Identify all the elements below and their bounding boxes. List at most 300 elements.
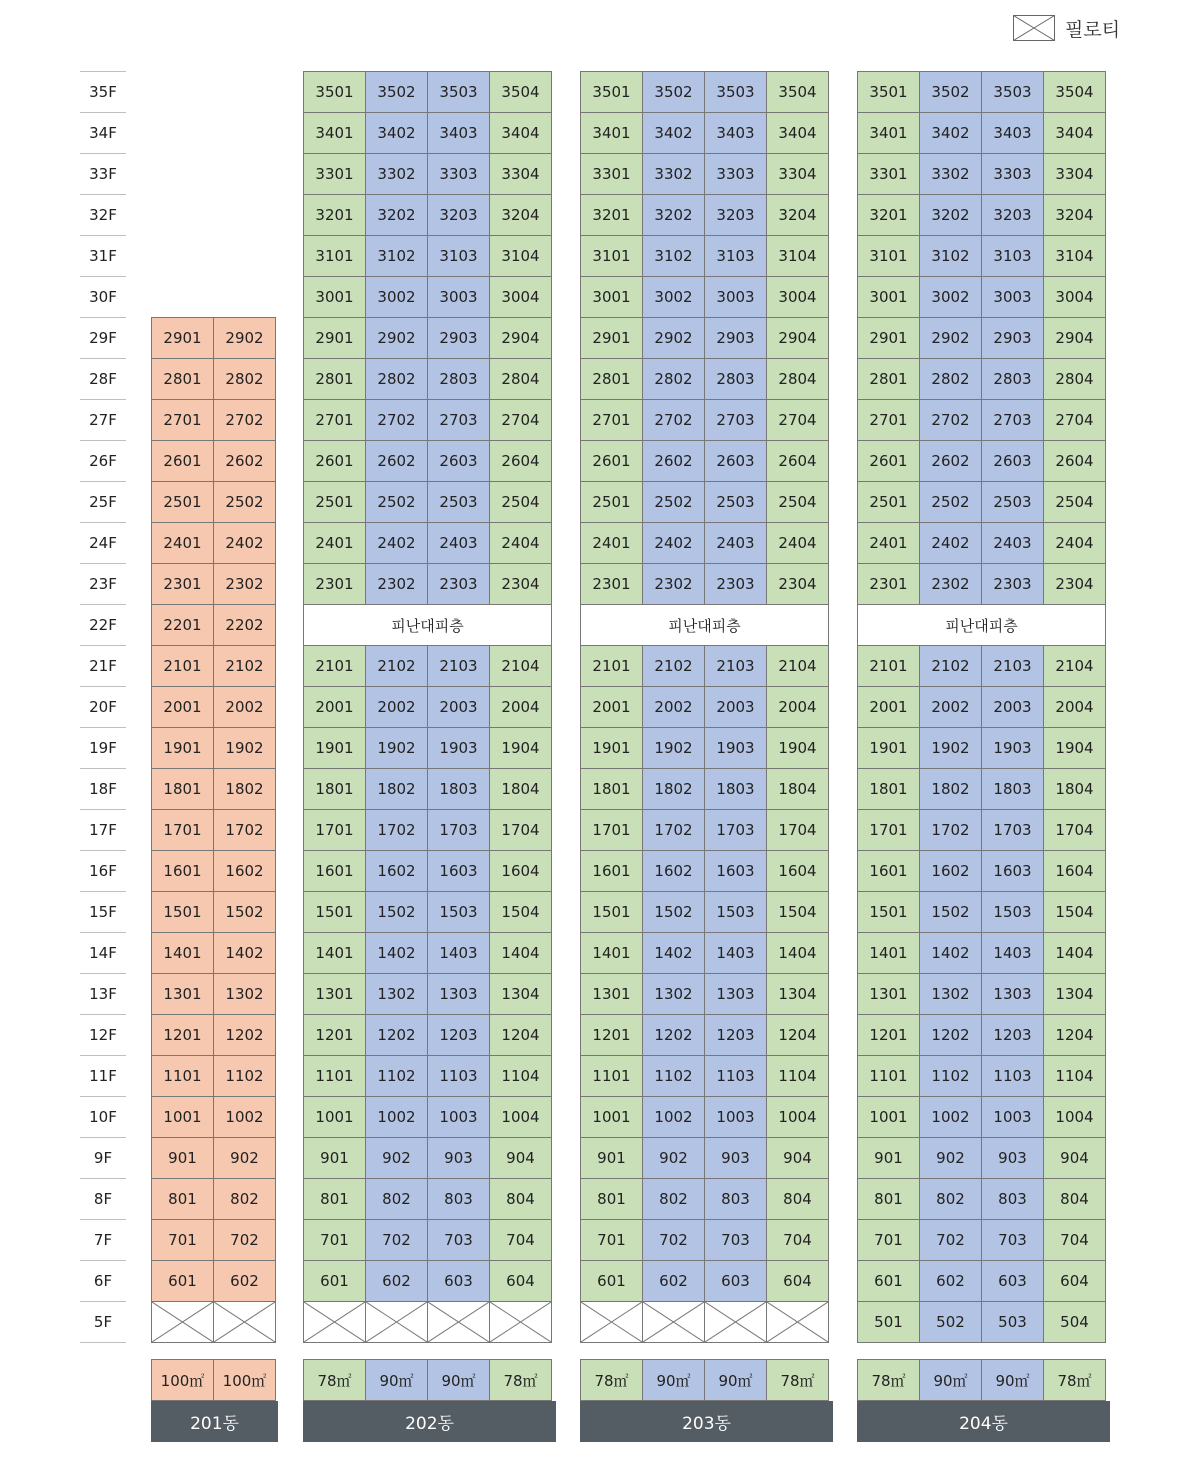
floor-label: 22F [80,604,126,645]
unit-cell: 2402 [366,523,428,564]
unit-cell: 2302 [366,564,428,605]
unit-cell: 1001 [858,1097,920,1138]
unit-cell: 3001 [858,277,920,318]
unit-cell: 3504 [767,72,829,113]
legend-label: 필로티 [1065,18,1121,41]
unit-cell: 2903 [428,318,490,359]
unit-cell: 703 [705,1220,767,1261]
unit-cell: 2602 [214,441,276,482]
unit-cell: 3304 [767,154,829,195]
floor-label: 27F [80,399,126,440]
unit-cell: 1203 [428,1015,490,1056]
unit-cell: 3402 [920,113,982,154]
unit-cell: 1901 [152,728,214,769]
unit-cell: 3202 [920,195,982,236]
floor-axis [80,71,126,1343]
unit-cell: 2102 [643,646,705,687]
unit-cell: 2403 [982,523,1044,564]
unit-cell: 901 [581,1138,643,1179]
floor-label: 5F [80,1301,126,1343]
unit-cell: 3101 [581,236,643,277]
unit-cell: 2803 [428,359,490,400]
unit-cell: 1202 [366,1015,428,1056]
unit-cell: 2603 [982,441,1044,482]
unit-cell: 3503 [982,72,1044,113]
unit-cell: 3002 [366,277,428,318]
unit-cell: 1104 [490,1056,552,1097]
unit-cell: 2103 [982,646,1044,687]
unit-cell: 3002 [643,277,705,318]
unit-cell: 1302 [214,974,276,1015]
unit-cell: 1204 [490,1015,552,1056]
unit-cell: 3102 [643,236,705,277]
unit-cell: 3403 [428,113,490,154]
unit-cell: 2901 [858,318,920,359]
floor-label: 23F [80,563,126,604]
unit-cell: 1404 [767,933,829,974]
unit-cell: 2604 [767,441,829,482]
floor-label: 34F [80,112,126,153]
unit-cell: 1601 [858,851,920,892]
unit-cell: 902 [920,1138,982,1179]
unit-cell: 1501 [858,892,920,933]
unit-cell: 703 [982,1220,1044,1261]
piloti-x-icon [581,1302,643,1343]
unit-cell: 1804 [1044,769,1106,810]
unit-cell: 1404 [490,933,552,974]
area-label: 90㎡ [982,1360,1044,1401]
unit-cell: 1803 [982,769,1044,810]
unit-cell: 903 [705,1138,767,1179]
unit-cell: 2002 [643,687,705,728]
unit-cell: 3501 [304,72,366,113]
unit-cell: 1002 [366,1097,428,1138]
unit-cell: 1403 [982,933,1044,974]
refuge-floor: 피난대피층 [581,605,829,646]
piloti-x-icon [1013,15,1055,41]
unit-cell: 2503 [428,482,490,523]
unit-cell: 2401 [304,523,366,564]
unit-cell: 1004 [767,1097,829,1138]
building-4-stack [857,71,1106,1343]
floor-label: 12F [80,1014,126,1055]
unit-cell: 2702 [643,400,705,441]
unit-cell: 3204 [490,195,552,236]
unit-cell: 3303 [428,154,490,195]
unit-cell: 1402 [643,933,705,974]
unit-cell: 2303 [428,564,490,605]
unit-cell: 2003 [705,687,767,728]
unit-cell: 2704 [1044,400,1106,441]
unit-cell: 1901 [581,728,643,769]
unit-cell: 1302 [366,974,428,1015]
unit-cell: 802 [643,1179,705,1220]
unit-cell: 2501 [581,482,643,523]
unit-cell: 2101 [304,646,366,687]
unit-cell: 1002 [643,1097,705,1138]
unit-cell: 702 [366,1220,428,1261]
unit-cell: 704 [490,1220,552,1261]
unit-cell: 804 [490,1179,552,1220]
unit-cell: 703 [428,1220,490,1261]
unit-cell: 1501 [152,892,214,933]
unit-cell: 2304 [490,564,552,605]
unit-cell: 2903 [705,318,767,359]
unit-cell: 903 [982,1138,1044,1179]
floor-label: 17F [80,809,126,850]
unit-cell: 1001 [581,1097,643,1138]
piloti-x-icon [428,1302,490,1343]
unit-cell: 801 [581,1179,643,1220]
unit-cell: 2601 [152,441,214,482]
unit-cell: 601 [581,1261,643,1302]
unit-cell: 802 [214,1179,276,1220]
unit-cell: 2504 [767,482,829,523]
unit-cell: 2602 [366,441,428,482]
unit-cell: 502 [920,1302,982,1343]
unit-cell: 3304 [1044,154,1106,195]
area-row [151,1359,276,1401]
unit-cell: 3401 [304,113,366,154]
unit-cell: 1202 [643,1015,705,1056]
unit-cell: 3201 [858,195,920,236]
unit-cell: 2803 [705,359,767,400]
unit-cell: 1904 [767,728,829,769]
unit-cell: 1001 [152,1097,214,1138]
floor-label: 15F [80,891,126,932]
floor-label: 31F [80,235,126,276]
building-name-label: 203동 [580,1401,833,1442]
unit-cell: 1703 [428,810,490,851]
unit-cell: 2301 [152,564,214,605]
unit-cell: 1403 [428,933,490,974]
unit-cell: 1102 [366,1056,428,1097]
unit-cell: 2001 [304,687,366,728]
unit-cell: 2603 [705,441,767,482]
unit-cell: 901 [152,1138,214,1179]
unit-cell: 1101 [304,1056,366,1097]
unit-cell: 3402 [643,113,705,154]
unit-cell: 2304 [1044,564,1106,605]
floor-label: 35F [80,71,126,112]
unit-cell: 1901 [304,728,366,769]
unit-cell: 1101 [581,1056,643,1097]
unit-cell: 701 [858,1220,920,1261]
piloti-x-icon [490,1302,552,1343]
unit-cell: 3203 [705,195,767,236]
unit-cell: 1903 [428,728,490,769]
floor-label: 14F [80,932,126,973]
unit-cell: 2202 [214,605,276,646]
area-label: 100㎡ [152,1360,214,1401]
unit-cell: 2103 [428,646,490,687]
floor-label: 28F [80,358,126,399]
unit-cell: 3204 [767,195,829,236]
unit-cell: 2402 [643,523,705,564]
unit-cell: 3004 [767,277,829,318]
unit-cell: 2404 [1044,523,1106,564]
unit-cell: 1204 [767,1015,829,1056]
unit-cell: 2804 [490,359,552,400]
unit-cell: 1702 [920,810,982,851]
unit-cell: 2704 [767,400,829,441]
unit-cell: 1503 [428,892,490,933]
unit-cell: 1904 [1044,728,1106,769]
area-label: 90㎡ [428,1360,490,1401]
piloti-x-icon [705,1302,767,1343]
unit-cell: 1004 [1044,1097,1106,1138]
unit-cell: 2601 [581,441,643,482]
unit-cell: 2901 [152,318,214,359]
unit-cell: 902 [643,1138,705,1179]
unit-cell: 3302 [920,154,982,195]
unit-cell: 1401 [581,933,643,974]
unit-cell: 1604 [767,851,829,892]
unit-cell: 2802 [366,359,428,400]
unit-cell: 3501 [581,72,643,113]
unit-cell: 1704 [1044,810,1106,851]
unit-cell: 2003 [982,687,1044,728]
unit-cell: 1603 [428,851,490,892]
unit-cell: 1701 [304,810,366,851]
area-label: 78㎡ [304,1360,366,1401]
unit-cell: 2401 [858,523,920,564]
unit-cell: 1103 [982,1056,1044,1097]
unit-cell: 2503 [705,482,767,523]
unit-cell: 3004 [490,277,552,318]
unit-cell: 3203 [982,195,1044,236]
unit-cell: 901 [858,1138,920,1179]
unit-cell: 3101 [858,236,920,277]
unit-cell: 601 [152,1261,214,1302]
unit-cell: 2702 [366,400,428,441]
unit-cell: 1801 [858,769,920,810]
unit-cell: 2901 [304,318,366,359]
unit-cell: 902 [366,1138,428,1179]
legend [1013,14,1120,42]
area-label: 78㎡ [767,1360,829,1401]
unit-cell: 2301 [581,564,643,605]
unit-cell: 2801 [152,359,214,400]
unit-cell: 1301 [581,974,643,1015]
building-1-stack [151,317,276,1343]
unit-cell: 2904 [1044,318,1106,359]
unit-cell: 3002 [920,277,982,318]
unit-cell: 603 [428,1261,490,1302]
unit-cell: 2303 [705,564,767,605]
unit-cell: 2004 [767,687,829,728]
piloti-x-icon [767,1302,829,1343]
building-3-stack [580,71,829,1343]
unit-cell: 1301 [858,974,920,1015]
unit-cell: 2603 [428,441,490,482]
unit-cell: 1301 [304,974,366,1015]
unit-cell: 3503 [705,72,767,113]
unit-cell: 1904 [490,728,552,769]
unit-cell: 2004 [490,687,552,728]
unit-cell: 904 [767,1138,829,1179]
unit-cell: 1604 [490,851,552,892]
unit-cell: 3301 [304,154,366,195]
unit-cell: 2102 [366,646,428,687]
unit-cell: 1203 [705,1015,767,1056]
unit-cell: 2401 [581,523,643,564]
unit-cell: 2602 [643,441,705,482]
area-row [580,1359,829,1401]
floor-label: 29F [80,317,126,358]
piloti-x-icon [304,1302,366,1343]
unit-cell: 2002 [366,687,428,728]
unit-cell: 2804 [1044,359,1106,400]
unit-cell: 1701 [581,810,643,851]
unit-cell: 3301 [581,154,643,195]
unit-cell: 3102 [366,236,428,277]
unit-cell: 704 [767,1220,829,1261]
unit-cell: 1201 [581,1015,643,1056]
unit-cell: 1802 [920,769,982,810]
floor-label: 21F [80,645,126,686]
unit-cell: 1003 [982,1097,1044,1138]
floor-label: 8F [80,1178,126,1219]
unit-cell: 1702 [214,810,276,851]
unit-cell: 1402 [214,933,276,974]
unit-cell: 1201 [304,1015,366,1056]
area-label: 78㎡ [490,1360,552,1401]
piloti-x-icon [366,1302,428,1343]
unit-cell: 2601 [858,441,920,482]
unit-cell: 3403 [982,113,1044,154]
unit-cell: 3001 [581,277,643,318]
unit-cell: 1601 [304,851,366,892]
unit-cell: 1101 [858,1056,920,1097]
unit-cell: 1003 [705,1097,767,1138]
unit-cell: 701 [581,1220,643,1261]
unit-cell: 1702 [643,810,705,851]
unit-cell: 1304 [767,974,829,1015]
unit-cell: 1101 [152,1056,214,1097]
unit-cell: 2604 [490,441,552,482]
unit-cell: 1303 [705,974,767,1015]
unit-cell: 1901 [858,728,920,769]
unit-cell: 802 [366,1179,428,1220]
unit-cell: 2803 [982,359,1044,400]
unit-cell: 1701 [858,810,920,851]
unit-cell: 801 [304,1179,366,1220]
unit-cell: 3101 [304,236,366,277]
unit-cell: 1501 [581,892,643,933]
unit-cell: 1802 [643,769,705,810]
unit-cell: 1603 [705,851,767,892]
unit-cell: 1801 [152,769,214,810]
unit-cell: 3104 [1044,236,1106,277]
unit-cell: 3502 [643,72,705,113]
unit-cell: 1703 [705,810,767,851]
unit-cell: 701 [304,1220,366,1261]
unit-cell: 501 [858,1302,920,1343]
unit-cell: 1902 [214,728,276,769]
unit-cell: 2902 [214,318,276,359]
unit-cell: 3201 [304,195,366,236]
unit-cell: 3103 [428,236,490,277]
unit-cell: 2704 [490,400,552,441]
unit-cell: 1704 [767,810,829,851]
unit-cell: 1102 [920,1056,982,1097]
unit-cell: 1704 [490,810,552,851]
unit-cell: 904 [490,1138,552,1179]
unit-cell: 3104 [767,236,829,277]
unit-cell: 1102 [214,1056,276,1097]
unit-cell: 2502 [214,482,276,523]
unit-cell: 1104 [1044,1056,1106,1097]
unit-cell: 3001 [304,277,366,318]
unit-cell: 901 [304,1138,366,1179]
unit-cell: 1201 [152,1015,214,1056]
unit-cell: 3103 [705,236,767,277]
unit-cell: 604 [1044,1261,1106,1302]
unit-cell: 1804 [767,769,829,810]
unit-cell: 3404 [490,113,552,154]
floor-label: 18F [80,768,126,809]
unit-cell: 2402 [214,523,276,564]
unit-cell: 1801 [581,769,643,810]
unit-cell: 2902 [643,318,705,359]
unit-cell: 1503 [705,892,767,933]
unit-cell: 3501 [858,72,920,113]
unit-cell: 1104 [767,1056,829,1097]
unit-cell: 604 [767,1261,829,1302]
unit-cell: 1403 [705,933,767,974]
unit-cell: 3504 [1044,72,1106,113]
unit-cell: 2504 [490,482,552,523]
unit-cell: 1301 [152,974,214,1015]
unit-cell: 1501 [304,892,366,933]
unit-cell: 2302 [643,564,705,605]
area-label: 90㎡ [643,1360,705,1401]
unit-cell: 2002 [920,687,982,728]
area-label: 78㎡ [1044,1360,1106,1401]
unit-cell: 3404 [767,113,829,154]
area-row [857,1359,1106,1401]
unit-cell: 1602 [366,851,428,892]
unit-cell: 603 [705,1261,767,1302]
unit-cell: 602 [920,1261,982,1302]
unit-cell: 1602 [643,851,705,892]
unit-cell: 504 [1044,1302,1106,1343]
unit-cell: 2304 [767,564,829,605]
unit-cell: 1401 [858,933,920,974]
floor-label: 11F [80,1055,126,1096]
unit-cell: 803 [428,1179,490,1220]
unit-cell: 2904 [490,318,552,359]
unit-cell: 2301 [858,564,920,605]
unit-cell: 1502 [366,892,428,933]
unit-cell: 1504 [767,892,829,933]
floor-label: 13F [80,973,126,1014]
unit-cell: 2504 [1044,482,1106,523]
piloti-x-icon [214,1302,276,1343]
unit-cell: 2804 [767,359,829,400]
unit-cell: 1001 [304,1097,366,1138]
unit-cell: 2001 [581,687,643,728]
floor-label: 7F [80,1219,126,1260]
unit-cell: 2502 [366,482,428,523]
unit-cell: 603 [982,1261,1044,1302]
unit-cell: 2402 [920,523,982,564]
unit-cell: 2003 [428,687,490,728]
unit-cell: 3404 [1044,113,1106,154]
unit-cell: 601 [304,1261,366,1302]
building-name-label: 202동 [303,1401,556,1442]
